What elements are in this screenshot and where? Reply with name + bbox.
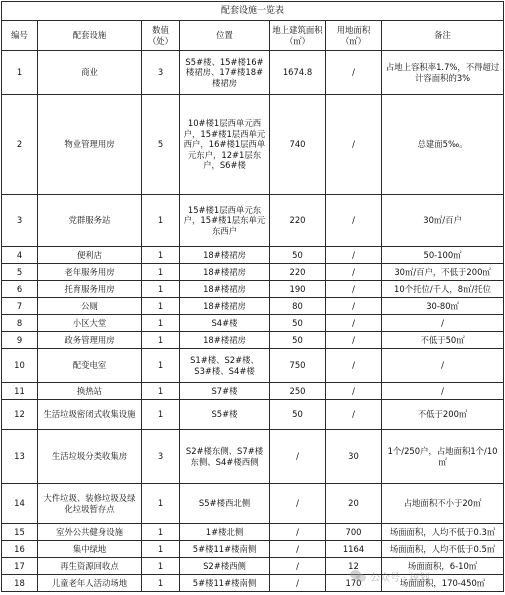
cell-count: 1 [142,195,180,247]
cell-location: 18#楼裙房 [180,281,270,298]
table-row [2,484,504,524]
cell-count: 1 [142,575,180,592]
cell-land: 30 [326,430,382,484]
cell-facility: 配变电室 [38,349,142,383]
cell-land: 700 [326,524,382,541]
cell-no: 6 [2,281,38,298]
cell-no: 5 [2,264,38,281]
cell-area: 50 [270,247,326,264]
header-note: 备注 [382,21,504,51]
header-no: 编号 [2,21,38,51]
cell-no: 15 [2,524,38,541]
cell-facility: 政务管理用房 [38,332,142,349]
cell-note: 30㎡/百户 [382,195,504,247]
cell-land: / [326,400,382,430]
cell-count: 1 [142,484,180,524]
table-row [2,247,504,264]
cell-area: 80 [270,298,326,315]
table-row [2,349,504,383]
cell-note: 10个托位/千人，8㎡/托位 [382,281,504,298]
cell-location: S2#楼东侧、S7#楼东侧、S4#楼西侧 [180,430,270,484]
table-row [2,195,504,247]
cell-note: 30-80㎡ [382,298,504,315]
cell-location: S5#楼西北侧 [180,484,270,524]
cell-no: 16 [2,541,38,558]
cell-area: 750 [270,349,326,383]
cell-no: 9 [2,332,38,349]
cell-no: 3 [2,195,38,247]
cell-location: 1#楼北侧 [180,524,270,541]
cell-note: 占地面积不小于20㎡ [382,484,504,524]
cell-area: / [270,541,326,558]
cell-location: 18#楼裙房 [180,298,270,315]
cell-note: 场面面积，6-10㎡ [382,558,504,575]
cell-no: 7 [2,298,38,315]
cell-area: 50 [270,400,326,430]
cell-facility: 集中绿地 [38,541,142,558]
cell-facility: 再生资源回收点 [38,558,142,575]
cell-facility: 大件垃圾、装修垃圾及绿化垃圾暂存点 [38,484,142,524]
cell-count: 1 [142,298,180,315]
cell-facility: 托育服务用房 [38,281,142,298]
cell-note: 场面面积，170-450㎡ [382,575,504,592]
cell-no: 10 [2,349,38,383]
cell-area: / [270,558,326,575]
cell-facility: 商业 [38,51,142,95]
cell-area: 50 [270,315,326,332]
table-row [2,430,504,484]
cell-no: 8 [2,315,38,332]
cell-note: 不低于50㎡ [382,332,504,349]
cell-note: 30㎡/百户，不低于200㎡ [382,264,504,281]
cell-note: / [382,383,504,400]
cell-land: 170 [326,575,382,592]
table-header-row [2,21,504,51]
watermark-text: 公众号 · 规划 [370,572,430,584]
cell-facility: 公厕 [38,298,142,315]
facilities-table [1,1,504,592]
table-row [2,298,504,315]
cell-area: / [270,430,326,484]
cell-land: / [326,332,382,349]
cell-note: / [382,315,504,332]
cell-area: 190 [270,281,326,298]
table-row [2,400,504,430]
cell-note: 1个/250户，占地面积1个/10㎡ [382,430,504,484]
table-title: 配套设施一览表 [2,2,504,21]
header-land: 用地面积（㎡） [326,21,382,51]
header-count: 数值（处） [142,21,180,51]
cell-area: / [270,484,326,524]
table-title-row [2,2,504,21]
cell-land: / [326,315,382,332]
cell-facility: 小区大堂 [38,315,142,332]
cell-area: 220 [270,264,326,281]
cell-note: 场面面积，人均不低于0.5㎡ [382,541,504,558]
cell-location: 5#楼11#楼南侧 [180,541,270,558]
cell-count: 1 [142,383,180,400]
cell-land: / [326,264,382,281]
cell-count: 5 [142,95,180,195]
cell-land: / [326,281,382,298]
cell-facility: 党群服务站 [38,195,142,247]
table-row [2,315,504,332]
cell-location: 5#楼11#楼南侧 [180,575,270,592]
cell-facility: 儿童老年人活动场地 [38,575,142,592]
cell-note: 50-100㎡ [382,247,504,264]
cell-facility: 便利店 [38,247,142,264]
cell-location: S2#楼西侧 [180,558,270,575]
header-area: 地上建筑面积（㎡） [270,21,326,51]
table-row [2,575,504,592]
cell-count: 1 [142,264,180,281]
cell-count: 1 [142,247,180,264]
table-row [2,51,504,95]
cell-count: 1 [142,281,180,298]
cell-no: 17 [2,558,38,575]
cell-facility: 生活垃圾密闭式收集设施 [38,400,142,430]
cell-area: / [270,524,326,541]
cell-area: 50 [270,332,326,349]
cell-count: 1 [142,315,180,332]
cell-facility: 老年服务用房 [38,264,142,281]
cell-area: 250 [270,383,326,400]
cell-facility: 生活垃圾分类收集房 [38,430,142,484]
cell-facility: 室外公共健身设施 [38,524,142,541]
table-row [2,383,504,400]
cell-area: 740 [270,95,326,195]
cell-location: 18#楼裙房 [180,332,270,349]
cell-area: 1674.8 [270,51,326,95]
cell-location: S1#楼、S2#楼、S3#楼、S4#楼 [180,349,270,383]
cell-land: / [326,383,382,400]
table-row [2,281,504,298]
cell-land: 12 [326,558,382,575]
cell-no: 14 [2,484,38,524]
cell-no: 2 [2,95,38,195]
cell-land: / [326,195,382,247]
cell-note: 占地上容积率1.7%，不得超过计容面积的3% [382,51,504,95]
cell-land: / [326,349,382,383]
cell-area: / [270,575,326,592]
table-row [2,524,504,541]
cell-count: 1 [142,541,180,558]
cell-land: / [326,51,382,95]
cell-location: S5#楼 [180,400,270,430]
header-location: 位置 [180,21,270,51]
cell-note: 总建面5‰。 [382,95,504,195]
cell-no: 12 [2,400,38,430]
cell-count: 1 [142,332,180,349]
cell-land: 20 [326,484,382,524]
cell-location: S5#楼、15#楼16#楼裙房、17#楼18#楼裙房 [180,51,270,95]
cell-note: 场面面积，人均不低于0.3㎡ [382,524,504,541]
cell-count: 1 [142,400,180,430]
cell-count: 1 [142,524,180,541]
table-row [2,541,504,558]
cell-land: 1164 [326,541,382,558]
cell-land: / [326,247,382,264]
cell-count: 3 [142,430,180,484]
cell-no: 11 [2,383,38,400]
cell-no: 1 [2,51,38,95]
cell-location: S7#楼 [180,383,270,400]
cell-location: 15#楼1层西单元东户，15#楼1层东单元东西户 [180,195,270,247]
cell-location: 18#楼裙房 [180,264,270,281]
cell-location: 18#楼裙房 [180,247,270,264]
header-facility: 配套设施 [38,21,142,51]
cell-land: / [326,95,382,195]
cell-location: S4#楼 [180,315,270,332]
cell-facility: 换热站 [38,383,142,400]
cell-note: / [382,349,504,383]
table-row [2,332,504,349]
cell-no: 4 [2,247,38,264]
cell-count: 1 [142,558,180,575]
cell-no: 18 [2,575,38,592]
cell-note: 不低于200㎡ [382,400,504,430]
table-row [2,95,504,195]
cell-land: / [326,298,382,315]
cell-count: 1 [142,349,180,383]
table-row [2,264,504,281]
cell-no: 13 [2,430,38,484]
cell-location: 10#楼1层西单元西户，15#楼1层西单元西户，16#楼1层西单元东户，12#1层东户，S6#楼 [180,95,270,195]
cell-area: 220 [270,195,326,247]
table-row [2,558,504,575]
cell-facility: 物业管理用房 [38,95,142,195]
cell-count: 3 [142,51,180,95]
